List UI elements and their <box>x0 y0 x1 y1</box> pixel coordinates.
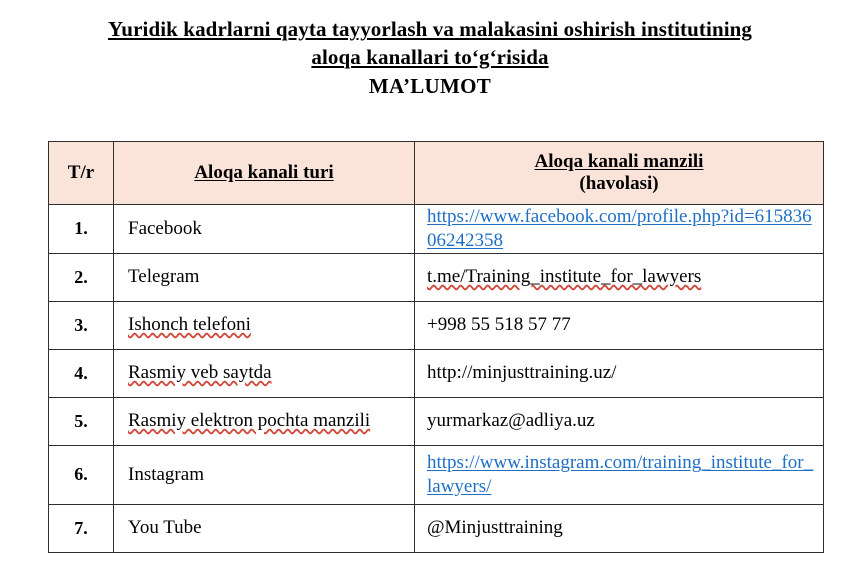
row-channel-address <box>415 301 824 349</box>
row-channel-type-label: Rasmiy veb saytda <box>128 362 272 383</box>
table-header-row <box>49 142 824 205</box>
column-header-channel-address <box>415 142 824 205</box>
table-row <box>49 504 824 552</box>
table-row <box>49 349 824 397</box>
column-header-channel-address-label: Aloqa kanali manzili <box>534 151 704 172</box>
row-number: 6. <box>49 445 114 504</box>
row-number: 4. <box>49 349 114 397</box>
page-title-line-3: MA’LUMOT <box>368 74 492 99</box>
phone-number: +998 55 518 57 77 <box>427 314 571 336</box>
column-header-channel-type <box>114 142 415 205</box>
row-channel-address[interactable] <box>415 397 824 445</box>
row-channel-type-label: Rasmiy elektron pochta manzili <box>128 410 371 431</box>
row-number: 2. <box>49 253 114 301</box>
row-channel-address[interactable] <box>415 253 824 301</box>
table-row <box>49 397 824 445</box>
youtube-handle: @Minjusttraining <box>427 517 563 539</box>
column-header-number-label: T/r <box>67 162 95 183</box>
table-row <box>49 301 824 349</box>
row-channel-type: Instagram <box>114 445 415 504</box>
facebook-link[interactable]: https://www.facebook.com/profile.php?id=61583606242358 <box>427 206 812 251</box>
document-title-block <box>0 0 860 103</box>
table-head <box>49 142 824 205</box>
column-header-channel-address-sublabel: (havolasi) <box>579 173 659 194</box>
row-channel-type: Telegram <box>114 253 415 301</box>
row-channel-type: You Tube <box>114 504 415 552</box>
page-title-line-2: aloqa kanallari to‘g‘risida <box>311 44 549 69</box>
instagram-link[interactable]: https://www.instagram.com/training_institute_for_lawyers/ <box>427 451 814 497</box>
page-title-line-1: Yuridik kadrlarni qayta tayyorlash va malakasini oshirish institutining <box>107 17 753 41</box>
column-header-number <box>49 142 114 205</box>
row-channel-type <box>114 397 415 445</box>
telegram-link[interactable]: t.me/Training_institute_for_lawyers <box>427 266 702 288</box>
row-channel-type: Facebook <box>114 205 415 254</box>
email-address[interactable]: yurmarkaz@adliya.uz <box>427 410 595 432</box>
table-row <box>49 445 824 504</box>
row-number: 7. <box>49 504 114 552</box>
row-channel-type <box>114 301 415 349</box>
table-body <box>49 205 824 553</box>
row-number: 1. <box>49 205 114 254</box>
row-channel-address[interactable] <box>415 349 824 397</box>
table-row <box>49 253 824 301</box>
contact-channels-table <box>48 141 824 553</box>
column-header-channel-type-label: Aloqa kanali turi <box>194 162 334 183</box>
row-channel-address[interactable] <box>415 205 824 254</box>
table-row <box>49 205 824 254</box>
row-channel-address[interactable] <box>415 445 824 504</box>
row-channel-address <box>415 504 824 552</box>
row-number: 5. <box>49 397 114 445</box>
row-channel-type-label: Ishonch telefoni <box>128 314 251 335</box>
website-link[interactable]: http://minjusttraining.uz/ <box>427 362 617 384</box>
row-channel-type <box>114 349 415 397</box>
row-number: 3. <box>49 301 114 349</box>
contact-channels-table-wrapper <box>48 141 820 553</box>
